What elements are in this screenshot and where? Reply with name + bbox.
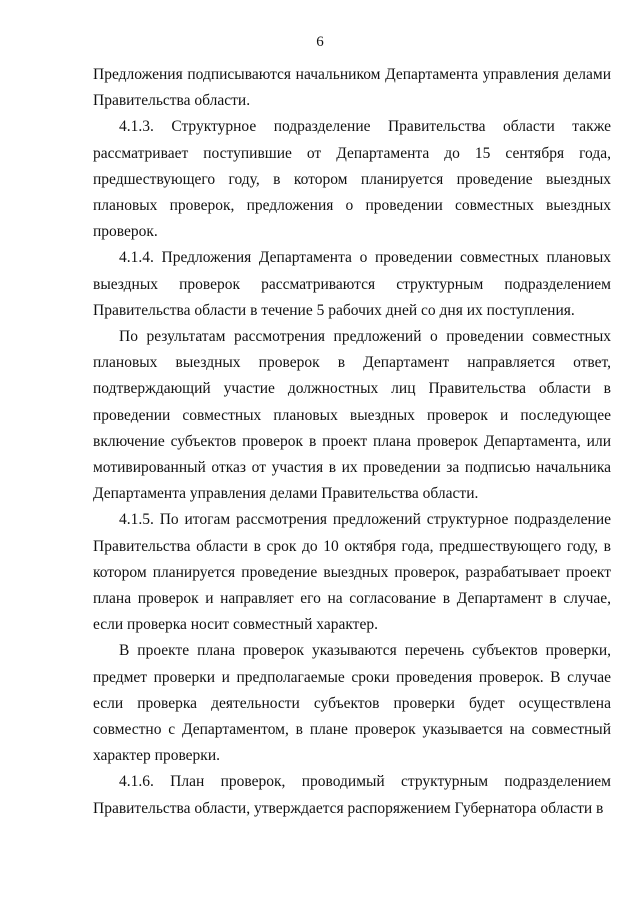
paragraph-4-1-6: 4.1.6. План проверок, проводимый структурным подразделением Правительства области, утверждается распоряжением Губернатора области в (93, 773, 611, 817)
paragraph-4-1-4: 4.1.4. Предложения Департамента о проведении совместных плановых выездных проверок рассматриваются структурным подразделением Правительства области в течение 5 рабочих дней со дня их поступления. (93, 249, 611, 319)
paragraph-plan-project: В проекте плана проверок указываются перечень субъектов проверки, предмет проверки и предполагаемые сроки проведения проверок. В случае если проверка деятельности субъектов проверки будет осуществлена совместно с Департаментом, в плане проверок указывается на совместный характер проверки. (93, 642, 611, 765)
paragraph-results: По результатам рассмотрения предложений о проведении совместных плановых выездных проверок в Департамент направляется ответ, подтверждающий участие должностных лиц Правительства области в проведении совместных плановых выездных проверок и последующее включение субъектов проверок в проект плана проверок Департамента, или мотивированный отказ от участия в их проведении за подписью начальника Департамента управления делами Правительства области. (93, 328, 611, 503)
page-number: 6 (316, 34, 324, 50)
document-body (93, 62, 611, 822)
paragraph-4-1-3: 4.1.3. Структурное подразделение Правительства области также рассматривает поступившие от Департамента до 15 сентября года, предшествующего году, в котором планируется проведение выездных плановых проверок, предложения о проведении совместных выездных проверок. (93, 118, 611, 241)
paragraph-continuation: Предложения подписываются начальником Департамента управления делами Правительства области. (93, 66, 611, 110)
paragraph-4-1-5: 4.1.5. По итогам рассмотрения предложений структурное подразделение Правительства области в срок до 10 октября года, предшествующего году, в котором планируется проведение выездных проверок, разрабатывает проект плана проверок и направляет его на согласование в Департамент в случае, если проверка носит совместный характер. (93, 511, 611, 634)
